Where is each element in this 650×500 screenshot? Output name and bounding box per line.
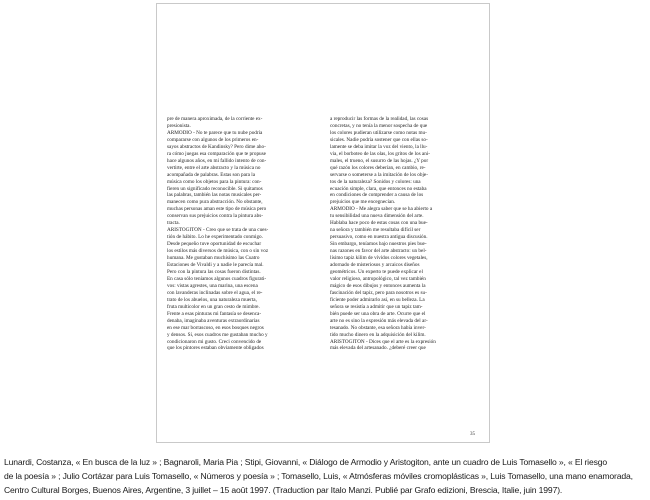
text-line: señora se resistía a admitir que un tapiz tam- — [330, 303, 423, 310]
text-line: males, el trueno, el susurro de las hojas. ¿Y por — [330, 157, 429, 164]
caption-line-2: de la poesía » ; Julio Cortázar para Luis Tomasello, « Números y poesía » ; Tomasello, Luis, « Atmósferas móviles cromoplásticas », Luis Tomasello, una mano enamorada, — [4, 471, 633, 481]
text-line: Pero con la pintura las cosas fueron distintas. — [167, 268, 261, 275]
text-line: música como los objetos para la pintura: con- — [167, 178, 262, 185]
text-line: ARMODIO - No te parece que tu nube podría — [167, 129, 263, 136]
text-line: lamente se deba imitar la voz del viento, la llu- — [330, 143, 428, 150]
text-line: ARISTOGITON - Creo que se trata de una cues- — [167, 227, 269, 234]
text-line: geométricos. Un experto te puede explicar el — [330, 268, 423, 275]
text-line: ra cómo juegas esa comparación que te propuse — [167, 150, 266, 157]
text-line: tesanado. No obstante, esa señora había inver- — [330, 324, 426, 331]
text-line: tión de hábito. Lo he experimentado conmigo. — [167, 234, 263, 241]
image-caption — [4, 455, 648, 497]
text-line: vos: vistas agrestes, una marina, una escena — [167, 282, 258, 289]
text-line: con lavanderas inclinadas sobre el agua, el re- — [167, 289, 263, 296]
text-line: acompañada de palabras. Estas son para la — [167, 171, 256, 178]
book-page — [156, 3, 490, 443]
text-line: adornado de misteriosos y arcaicos diseños — [330, 262, 420, 269]
text-line: Frente a esas pinturas mi fantasía se desenca- — [167, 310, 262, 317]
text-line: a reproducir las formas de la realidad, las cosas — [330, 116, 429, 122]
text-line: compararse con algunos de los primeros en- — [167, 136, 259, 143]
text-line: qué razón los colores deberían, en cambio, re- — [330, 164, 426, 171]
text-line: los colores pudieran utilizarse como notas mu- — [330, 129, 427, 136]
text-line: mágico de esos dibujos y entonces aumenta la — [330, 282, 426, 289]
text-line: manecen como pura abstracción. No obstante, — [167, 199, 263, 206]
text-line: conservan sus prejuicios contra la pintura abs- — [167, 213, 263, 220]
text-line: arte no es sino la expresión más elevada del ar- — [330, 317, 428, 324]
page-number: 35 — [470, 432, 475, 437]
text-line: más elevada del artesanado. ¿deberé creer que — [330, 345, 426, 352]
text-line: via, el borboteo de las olas, los gritos de los ani- — [330, 150, 430, 157]
text-line: trato de los abuelos, una naturaleza muerta, — [167, 296, 257, 303]
text-line: concretas, y no tenía la menor sospecha de que — [330, 122, 428, 129]
text-line: Hablaba hace poco de estas cosas con una bue- — [330, 220, 428, 227]
text-line: muchas personas aman este tipo de música pero — [167, 206, 267, 213]
text-line: fieren un significado reconocible. Si quitamos — [167, 185, 263, 192]
text-line: tido mucho dinero en la adquisición del kilim. — [330, 331, 426, 338]
text-line: ficiente poder admirarlo así, en su belleza. La — [330, 296, 425, 303]
text-line: nas razones en favor del arte abstracto: un bel- — [330, 248, 427, 255]
text-line: sayos abstractos de Kandinsky? Pero dime aho- — [167, 143, 266, 150]
text-line: las palabras, también las notas musicales per- — [167, 192, 262, 199]
text-line: humana. Me gustaban muchísimo las Cuatro — [167, 255, 260, 262]
text-line: persuasivo, como en nuestra antigua discusión. — [330, 234, 428, 241]
text-line: prejuicios que me encegnecían. — [330, 199, 396, 206]
text-line: en condiciones de comprender a causa de los — [330, 192, 424, 199]
text-line: ARMODIO - Me alegra saber que se ha abierto a — [330, 206, 433, 213]
caption-line-3: Centro Cultural Borges, Buenos Aires, Argentine, 3 juillet – 15 août 1997. (Traduction par Italo Manzi. Publié par Grafo edizioni, Brescia, Italie, juin 1997). — [4, 485, 563, 495]
text-line: fruta multicolor en un gran cesto de mimbre. — [167, 303, 260, 310]
text-line: Desde pequeño tuve oportunidad de escuchar — [167, 241, 262, 248]
text-line: tracta. — [167, 220, 180, 227]
text-line: presionista. — [167, 122, 191, 129]
text-line: Estaciones de Vivaldi y a nadie le parecía mal. — [167, 262, 264, 269]
right-text-column — [330, 116, 475, 352]
text-line: que los pintores estaban obviamente obligados — [167, 345, 264, 352]
text-line: tos de la naturaleza? Sonidos y colores: una — [330, 178, 421, 185]
text-line: fascinación del tapiz, pero para nosotros es su- — [330, 289, 427, 296]
text-line: servarse o someterse a la imitación de los obje- — [330, 171, 428, 178]
text-line: en ese mar borrascoso, en esos bosques negros — [167, 324, 264, 331]
text-line: valor religioso, antropológico, tal vez también — [330, 275, 426, 282]
text-line: tu sensibilidad una nueva dimensión del arte. — [330, 213, 424, 220]
text-line: lísimo tapiz kilim de vívidos colores vegetales, — [330, 255, 428, 262]
text-line: condicionaron mi gusto. Creci convencido de — [167, 338, 262, 345]
text-line: los estilos más diversos de música, con o sin voz — [167, 248, 269, 255]
text-line: ARISTOGITON - Dices que el arte es la expresión — [330, 338, 436, 345]
text-line: y densos. Sí, esos cuadros me gustaban mucho y — [167, 331, 268, 338]
text-line: denaba, imaginaba aventuras extraordinarias — [167, 317, 260, 324]
text-line: hace algunos años, en mi fallido intento de con- — [167, 157, 267, 164]
text-line: En casa sólo teníamos algunos cuadros figurati- — [167, 275, 267, 282]
text-line: Sin embargo, teníamos bajo nuestros pies bue- — [330, 241, 427, 248]
text-line: bién puede ser una obra de arte. Ocurre que el — [330, 310, 426, 317]
text-line: pre de manera aproximada, de la corriente ex- — [167, 116, 263, 122]
left-text-column — [167, 116, 312, 352]
text-line: vertirte, entre el arte abstracto y la música no — [167, 164, 261, 171]
text-line: sicales. Nadie podría sostener que con ellas so- — [330, 136, 428, 143]
text-line: na señora y también me resultaba difícil ser — [330, 227, 421, 234]
caption-line-1: Lunardi, Costanza, « En busca de la luz » ; Bagnaroli, Maria Pia ; Stipi, Giovanni, « Diálogo de Armodio y Aristogiton, ante un cuadro de Luis Tomasello », « El riesgo — [4, 457, 607, 467]
text-line: ecuación simple, clara, que entonces no estaba — [330, 185, 427, 192]
